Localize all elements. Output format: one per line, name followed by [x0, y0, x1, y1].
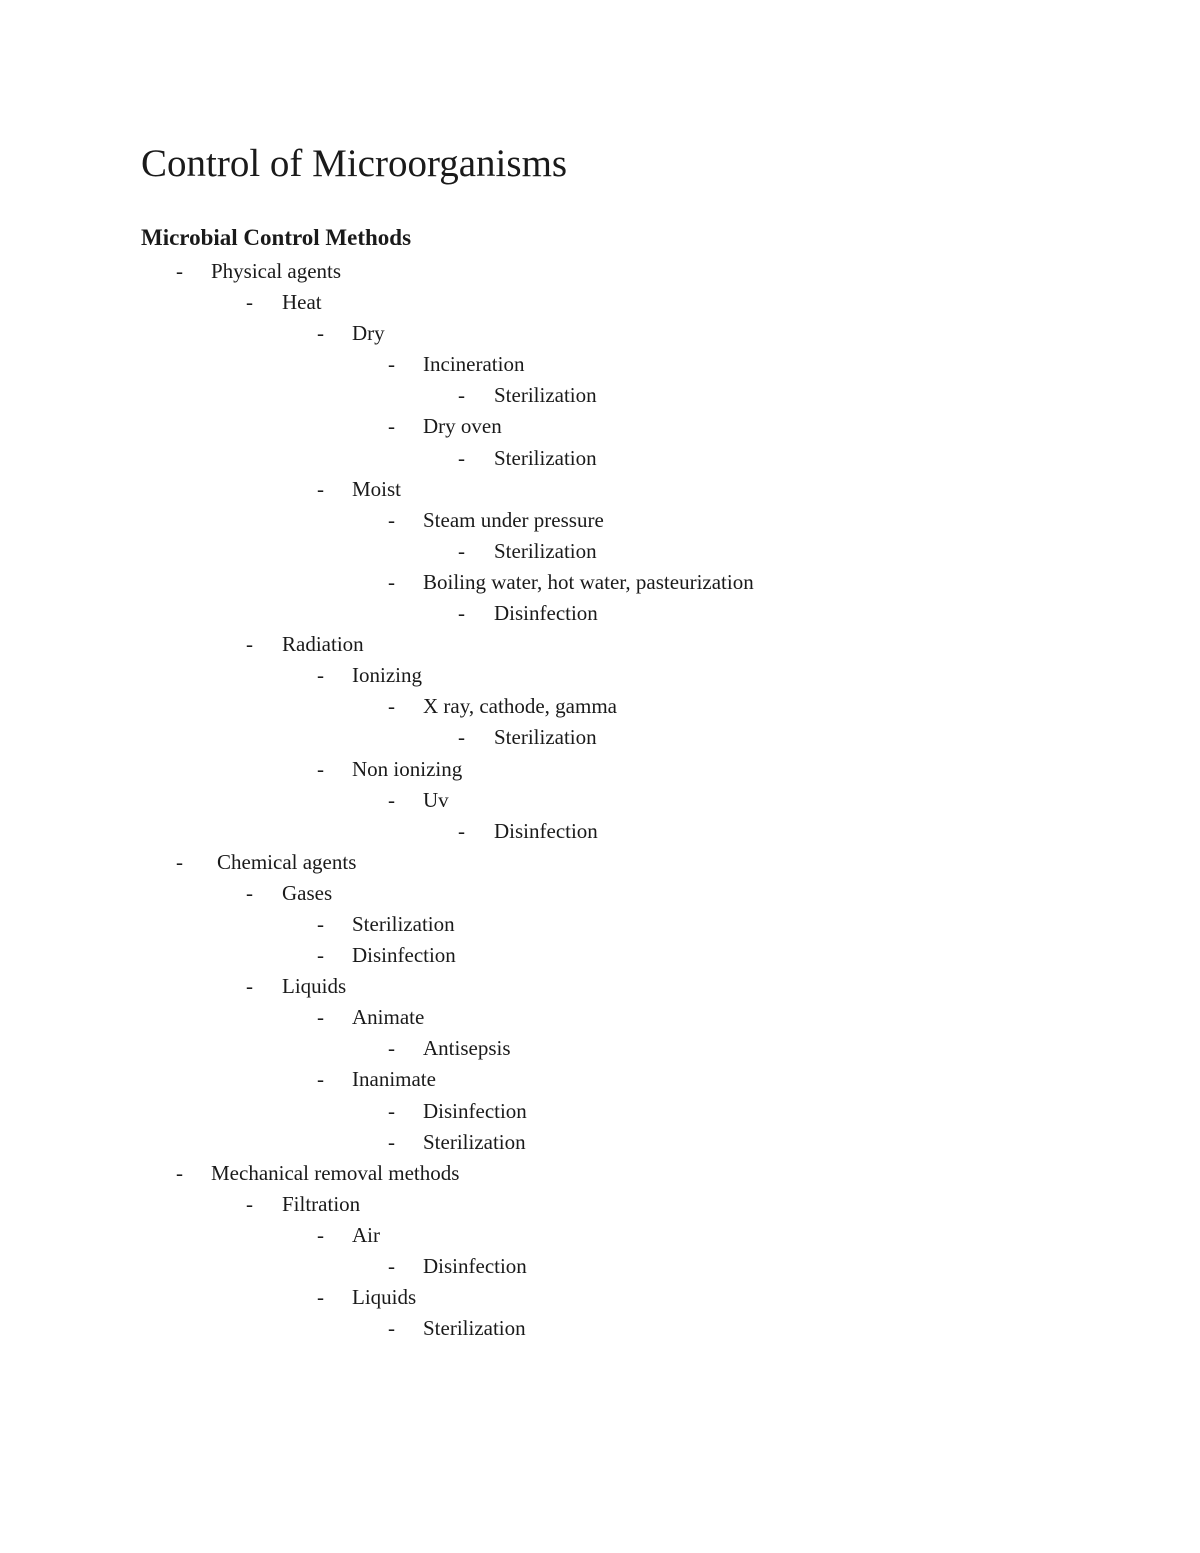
outline-item: [0, 722, 1200, 753]
outline-item: [0, 1064, 1200, 1095]
bullet-dash: -: [388, 1129, 395, 1154]
outline-item-text: Boiling water, hot water, pasteurization: [423, 569, 754, 594]
outline-item-text: Disinfection: [423, 1254, 527, 1278]
outline-item-text: Mechanical removal methods: [211, 1160, 460, 1185]
outline-item: [0, 785, 1200, 816]
bullet-dash: -: [388, 569, 395, 594]
outline-item: [0, 567, 1200, 598]
bullet-dash: -: [388, 414, 395, 439]
bullet-dash: -: [458, 725, 465, 750]
outline-item-text: Sterilization: [423, 1129, 526, 1154]
outline-item: [0, 1282, 1200, 1313]
outline-item: [0, 318, 1200, 349]
bullet-dash: -: [317, 756, 324, 781]
outline-item: [0, 1189, 1200, 1220]
bullet-dash: -: [246, 632, 253, 657]
outline-item: [0, 598, 1200, 629]
bullet-dash: -: [388, 787, 395, 812]
outline-item: [0, 505, 1200, 536]
outline-item-text: Dry: [352, 321, 385, 346]
bullet-dash: -: [458, 538, 465, 563]
bullet-dash: -: [246, 290, 253, 315]
outline-item: [0, 1033, 1200, 1064]
bullet-dash: -: [317, 1067, 324, 1092]
outline-item-text: X ray, cathode, gamma: [423, 694, 617, 719]
outline-list: [0, 256, 1200, 1344]
outline-item-text: Liquids: [352, 1285, 417, 1310]
outline-item: [0, 660, 1200, 691]
bullet-dash: -: [388, 1098, 395, 1123]
outline-item-text: Physical agents: [211, 259, 342, 283]
outline-item: [0, 1158, 1200, 1189]
bullet-dash: -: [458, 601, 465, 626]
bullet-dash: -: [388, 694, 395, 719]
outline-item-text: Ionizing: [352, 663, 422, 688]
bullet-dash: -: [246, 1191, 253, 1216]
outline-item: [0, 878, 1200, 909]
outline-item: [0, 691, 1200, 722]
outline-item: [0, 971, 1200, 1002]
bullet-dash: -: [246, 880, 253, 905]
bullet-dash: -: [317, 1222, 324, 1247]
outline-item-text: Animate: [352, 1005, 425, 1030]
bullet-dash: -: [458, 383, 465, 408]
bullet-dash: -: [317, 663, 324, 688]
bullet-dash: -: [176, 1160, 183, 1185]
outline-item-text: Sterilization: [352, 911, 455, 936]
outline-item: [0, 1002, 1200, 1033]
bullet-dash: -: [388, 507, 395, 532]
outline-item: [0, 629, 1200, 660]
outline-item-text: Radiation: [282, 632, 364, 657]
outline-item: [0, 816, 1200, 847]
bullet-dash: -: [388, 1254, 395, 1278]
outline-item-text: Heat: [282, 290, 322, 315]
outline-item: [0, 287, 1200, 318]
outline-item: [0, 754, 1200, 785]
outline-item: [0, 940, 1200, 971]
bullet-dash: -: [317, 1285, 324, 1310]
outline-item: [0, 443, 1200, 474]
outline-item-text: Uv: [423, 787, 449, 812]
bullet-dash: -: [317, 911, 324, 936]
outline-item: [0, 536, 1200, 567]
bullet-dash: -: [458, 818, 465, 843]
outline-item-text: Dry oven: [423, 414, 502, 439]
bullet-dash: -: [176, 259, 183, 283]
outline-item-text: Liquids: [282, 974, 347, 999]
outline-item-text: Chemical agents: [217, 849, 357, 874]
outline-item-text: Air: [352, 1222, 380, 1247]
outline-item: [0, 1251, 1200, 1282]
outline-item-text: Sterilization: [494, 445, 597, 470]
outline-item-text: Non ionizing: [352, 756, 463, 781]
outline-item-text: Moist: [352, 476, 402, 501]
document-title: Control of Microorganisms: [141, 142, 568, 185]
bullet-dash: -: [388, 1316, 395, 1341]
outline-item-text: Steam under pressure: [423, 507, 604, 532]
outline-item: [0, 411, 1200, 442]
outline-item-text: Sterilization: [423, 1316, 526, 1341]
outline-item-text: Incineration: [423, 352, 525, 377]
outline-item: [0, 380, 1200, 411]
bullet-dash: -: [317, 1005, 324, 1030]
outline-item: [0, 256, 1200, 287]
outline-item-text: Gases: [282, 880, 333, 905]
outline-item: [0, 909, 1200, 940]
outline-item: [0, 1220, 1200, 1251]
outline-item: [0, 474, 1200, 505]
outline-item-text: Disinfection: [423, 1098, 527, 1123]
outline-item-text: Disinfection: [494, 601, 598, 626]
bullet-dash: -: [176, 849, 183, 874]
outline-item: [0, 349, 1200, 380]
outline-item-text: Sterilization: [494, 725, 597, 750]
bullet-dash: -: [246, 974, 253, 999]
bullet-dash: -: [388, 352, 395, 377]
outline-item-text: Disinfection: [494, 818, 598, 843]
bullet-dash: -: [388, 1036, 395, 1061]
outline-item-text: Antisepsis: [423, 1036, 511, 1061]
bullet-dash: -: [317, 476, 324, 501]
bullet-dash: -: [458, 445, 465, 470]
outline-item: [0, 1313, 1200, 1344]
outline-item-text: Sterilization: [494, 538, 597, 563]
section-heading: Microbial Control Methods: [141, 225, 412, 250]
outline-item-text: Sterilization: [494, 383, 597, 408]
outline-item: [0, 1127, 1200, 1158]
bullet-dash: -: [317, 321, 324, 346]
outline-item: [0, 1096, 1200, 1127]
outline-item-text: Filtration: [282, 1191, 361, 1216]
bullet-dash: -: [317, 943, 324, 968]
outline-item-text: Inanimate: [352, 1067, 436, 1092]
outline-item: [0, 847, 1200, 878]
outline-item-text: Disinfection: [352, 943, 456, 968]
